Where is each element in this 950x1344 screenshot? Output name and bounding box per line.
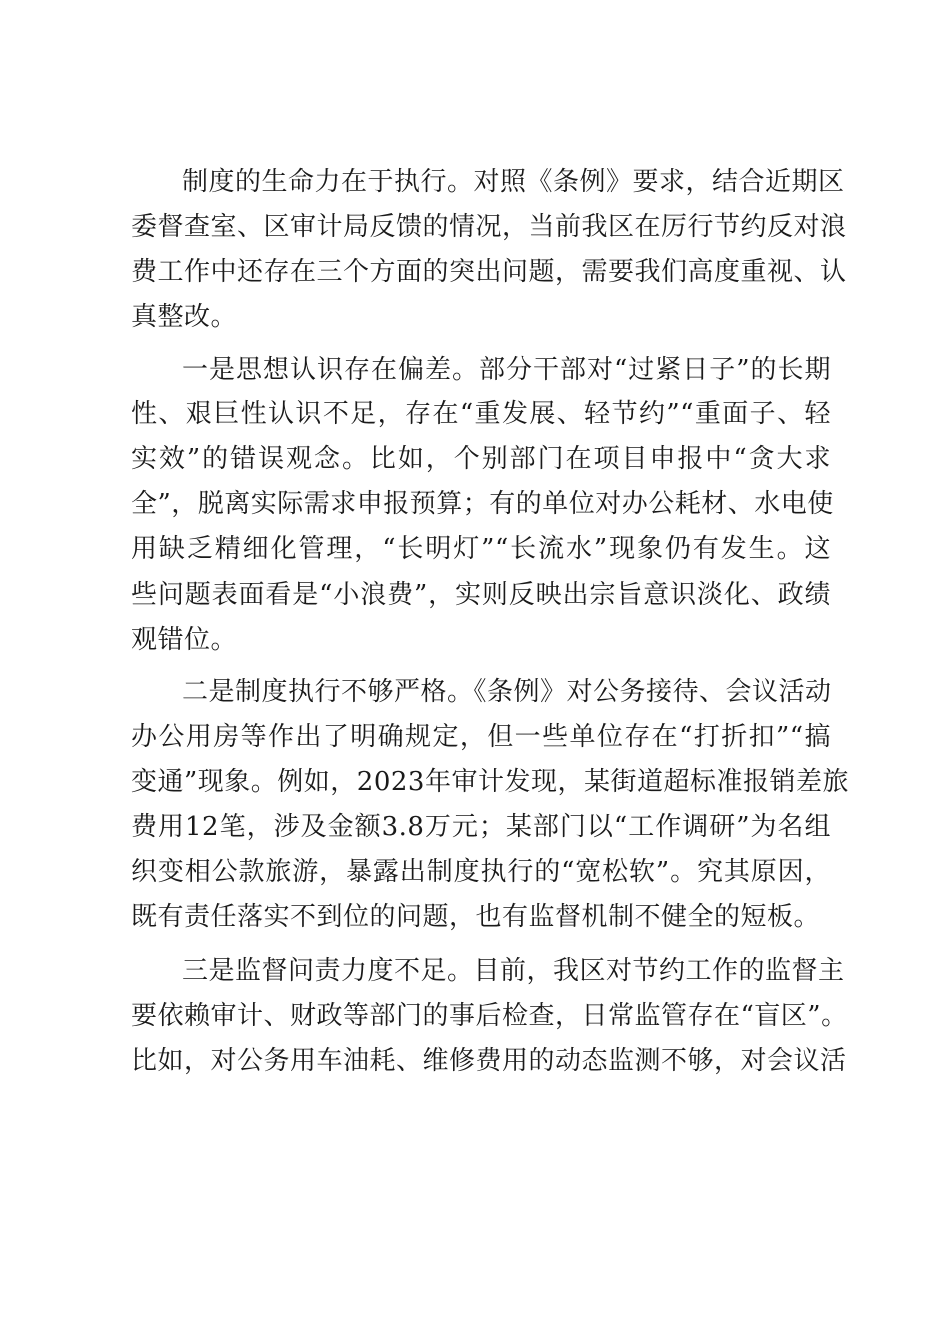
paragraph-3-line-3: 变通”现象。例如，2023年审计发现，某街道超标准报销差旅 [131, 767, 849, 797]
paragraph-3-line-1: 二是制度执行不够严格。《条例》对公务接待、会议活动 [182, 677, 832, 707]
paragraph-4-line-3: 比如，对公务用车油耗、维修费用的动态监测不够，对会议活 [131, 1046, 847, 1076]
paragraph-2-line-6: 些问题表面看是“小浪费”，实则反映出宗旨意识淡化、政绩 [131, 580, 831, 610]
paragraph-2-line-1: 一是思想认识存在偏差。部分干部对“过紧日子”的长期 [182, 355, 831, 385]
paragraph-2-line-5: 用缺乏精细化管理，“长明灯”“长流水”现象仍有发生。这 [131, 534, 831, 564]
paragraph-2-line-3: 实效”的错误观念。比如，个别部门在项目申报中“贪大求 [131, 444, 831, 474]
paragraph-2-line-2: 性、艰巨性认识不足，存在“重发展、轻节约”“重面子、轻 [131, 399, 831, 429]
paragraph-2-line-4: 全”，脱离实际需求申报预算；有的单位对办公耗材、水电使 [131, 489, 834, 519]
paragraph-1-line-2: 委督查室、区审计局反馈的情况，当前我区在厉行节约反对浪 [131, 212, 847, 242]
paragraph-4-line-2: 要依赖审计、财政等部门的事后检查，日常监管存在“盲区”。 [131, 1001, 848, 1031]
paragraph-1-line-1: 制度的生命力在于执行。对照《条例》要求，结合近期区 [182, 167, 845, 197]
paragraph-2-line-7: 观错位。 [131, 625, 238, 655]
paragraph-3-line-5: 织变相公款旅游，暴露出制度执行的“宽松软”。究其原因， [131, 857, 831, 887]
paragraph-4-line-1: 三是监督问责力度不足。目前，我区对节约工作的监督主 [182, 956, 845, 986]
paragraph-1-line-4: 真整改。 [131, 302, 238, 332]
paragraph-3-line-4: 费用12笔，涉及金额3.8万元；某部门以“工作调研”为名组 [131, 812, 831, 842]
paragraph-3-line-6: 既有责任落实不到位的问题，也有监督机制不健全的短板。 [131, 902, 821, 932]
paragraph-1-line-3: 费工作中还存在三个方面的突出问题，需要我们高度重视、认 [131, 257, 847, 287]
paragraph-3-line-2: 办公用房等作出了明确规定，但一些单位存在“打折扣”“搞 [131, 722, 831, 752]
